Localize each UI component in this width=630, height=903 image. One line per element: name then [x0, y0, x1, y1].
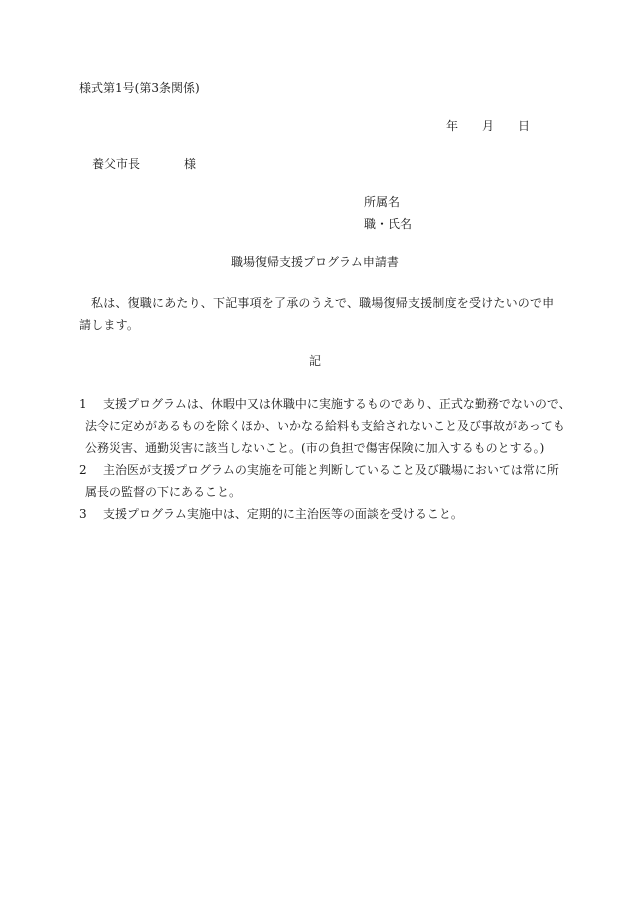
addressee-name: 養父市長: [92, 157, 141, 171]
item-text: [85, 393, 571, 459]
item-line: 公務災害、通勤災害に該当しないこと。(市の負担で傷害保険に加入するものとする。): [85, 441, 545, 455]
item-text: [97, 503, 559, 525]
body-paragraph: 私は、復職にあたり、下記事項を了承のうえで、職場復帰支援制度を受けたいので申請します。: [79, 296, 555, 332]
item-line: 主治医が支援プログラムの実施を可能と判断していること及び職場においては常に所: [103, 463, 559, 477]
list-item: [79, 503, 559, 525]
addressee: [92, 156, 196, 172]
day-label: 日: [518, 119, 531, 133]
name-label: 職・氏名: [364, 217, 413, 231]
list-item: [79, 393, 571, 459]
date-line: [446, 118, 530, 134]
ki-heading: 記: [308, 354, 321, 368]
form-number: 様式第1号(第3条関係): [79, 81, 200, 95]
affiliation-label: 所属名: [364, 195, 401, 209]
item-number: 1: [79, 397, 87, 411]
item-line: 支援プログラム実施中は、定期的に主治医等の面談を受けること。: [103, 507, 463, 521]
year-label: 年: [446, 119, 459, 133]
item-number: 2: [79, 463, 87, 477]
item-line: 法令に定めがあるものを除くほか、いかなる給料も支給されないこと及び事故があっても: [85, 419, 565, 433]
addressee-honorific: 様: [184, 157, 197, 171]
item-line: 支援プログラムは、休暇中又は休職中に実施するものであり、正式な勤務でないので、: [103, 397, 571, 411]
item-line: 属長の監督の下にあること。: [85, 485, 242, 499]
item-number: 3: [79, 507, 87, 521]
month-label: 月: [482, 119, 495, 133]
document-title: 職場復帰支援プログラム申請書: [231, 255, 399, 269]
list-item: [79, 459, 559, 503]
item-text: [85, 459, 559, 503]
